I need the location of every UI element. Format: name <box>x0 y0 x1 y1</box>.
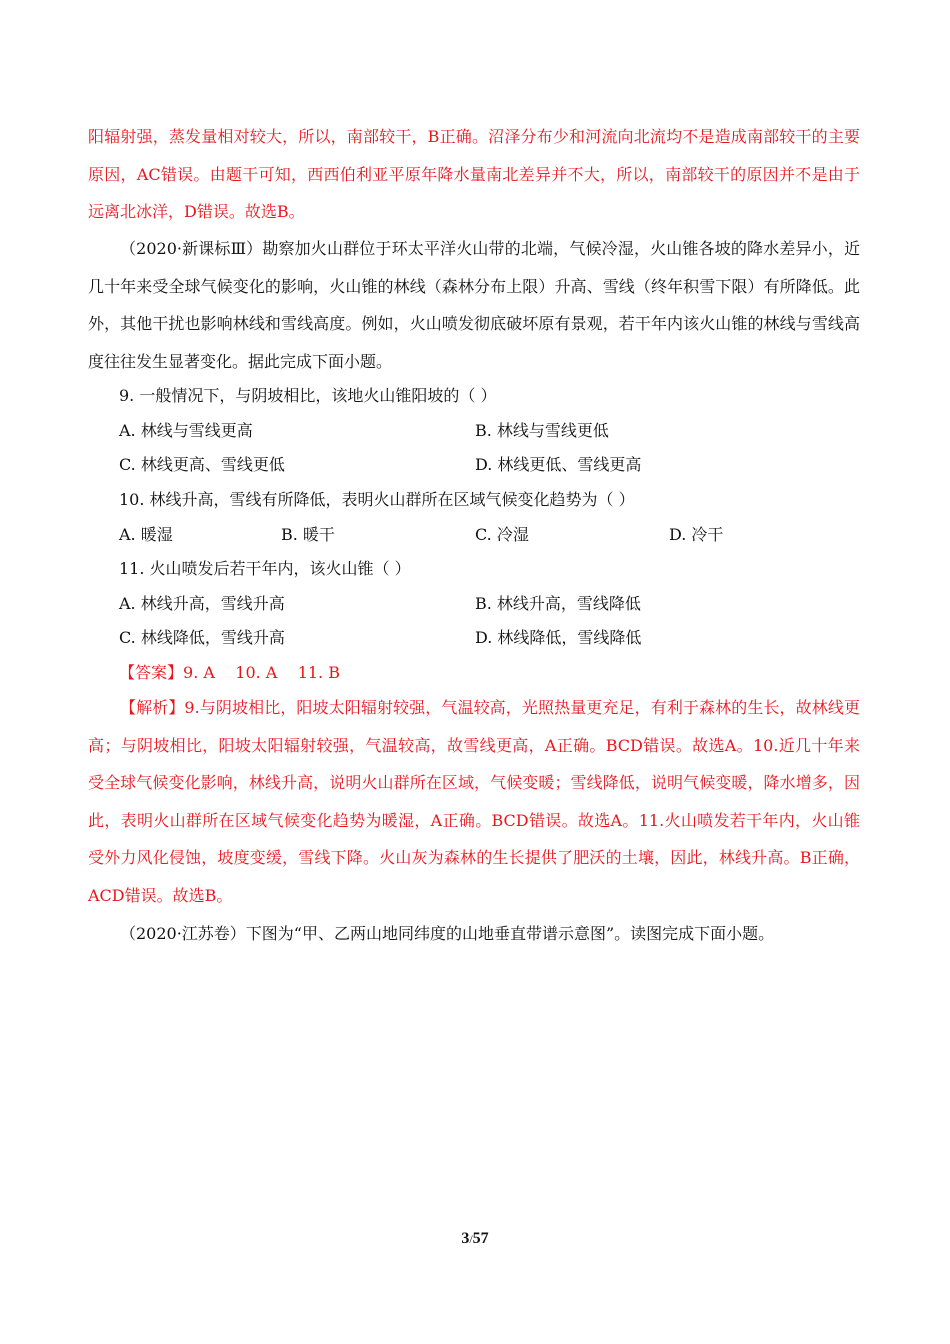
question-11-stem: 11. 火山喷发后若干年内，该火山锥（ ） <box>119 559 411 578</box>
answer-tag: 【答案】 <box>119 663 184 682</box>
question-11-option-d: D. 林线降低，雪线降低 <box>475 628 642 647</box>
page-current: 3 <box>461 1230 470 1247</box>
answer-values: 9. A 10. A 11. B <box>183 663 340 682</box>
question-9-option-d: D. 林线更低、雪线更高 <box>475 455 642 474</box>
question-9-stem: 9. 一般情况下，与阴坡相比，该地火山锥阳坡的（ ） <box>119 386 497 405</box>
question-9-option-a: A. 林线与雪线更高 <box>119 421 253 440</box>
answer-line <box>119 662 340 684</box>
question-9-option-b: B. 林线与雪线更低 <box>475 421 609 440</box>
question-11-option-b: B. 林线升高，雪线降低 <box>475 594 641 613</box>
analysis-text: 9.与阴坡相比，阳坡太阳辐射较强，气温较高，光照热量更充足，有利于森林的生长，故林线更高；与阴坡相比，阳坡太阳辐射较强，气温较高，故雪线更高，A正确。BCD错误。故选A。10.近几十年来受全球气候变化影响，林线升高，说明火山群所在区域，气候变暖；雪线降低，说明气候变暖，降水增多，因此，表明火山群所在区域气候变化趋势为暖湿，A正确。BCD错误。故选A。11.火山喷发若干年内，火山锥受外力风化侵蚀，坡度变缓，雪线下降。火山灰为森林的生长提供了肥沃的土壤，因此，林线升高。B正确，ACD错误。故选B。 <box>88 698 860 905</box>
page-total: 57 <box>472 1230 489 1247</box>
analysis-paragraph <box>88 689 860 914</box>
page-number <box>0 1228 950 1250</box>
material-paragraph-kamchatka: （2020·新课标Ⅲ）勘察加火山群位于环太平洋火山带的北端，气候冷湿，火山锥各坡的降水差异小，近几十年来受全球气候变化的影响，火山锥的林线（森林分布上限）升高、雪线（终年积雪下限）有所降低。此外，其他干扰也影响林线和雪线高度。例如，火山喷发彻底破坏原有景观，若干年内该火山锥的林线与雪线高度往往发生显著变化。据此完成下面小题。 <box>88 239 860 371</box>
question-10-option-b: B. 暖干 <box>281 525 335 544</box>
question-9-option-c: C. 林线更高、雪线更低 <box>119 455 285 474</box>
question-10-option-d: D. 冷干 <box>669 525 724 544</box>
question-10-option-a: A. 暖湿 <box>119 525 173 544</box>
previous-analysis-text: 阳辐射强，蒸发量相对较大，所以，南部较干，B正确。沼泽分布少和河流向北流均不是造成南部较干的主要原因，AC错误。由题干可知，西西伯利亚平原年降水量南北差异并不大，所以，南部较干的原因并不是由于远离北冰洋，D错误。故选B。 <box>88 127 860 221</box>
material-paragraph-jiangsu: （2020·江苏卷）下图为“甲、乙两山地同纬度的山地垂直带谱示意图”。读图完成下面小题。 <box>120 924 775 943</box>
question-11-option-a: A. 林线升高，雪线升高 <box>119 594 285 613</box>
question-11-option-c: C. 林线降低，雪线升高 <box>119 628 285 647</box>
page-separator: / <box>469 1232 473 1246</box>
analysis-tag: 【解析】 <box>120 698 185 717</box>
question-10-option-c: C. 冷湿 <box>475 525 529 544</box>
question-10-stem: 10. 林线升高，雪线有所降低，表明火山群所在区域气候变化趋势为（ ） <box>119 490 635 509</box>
